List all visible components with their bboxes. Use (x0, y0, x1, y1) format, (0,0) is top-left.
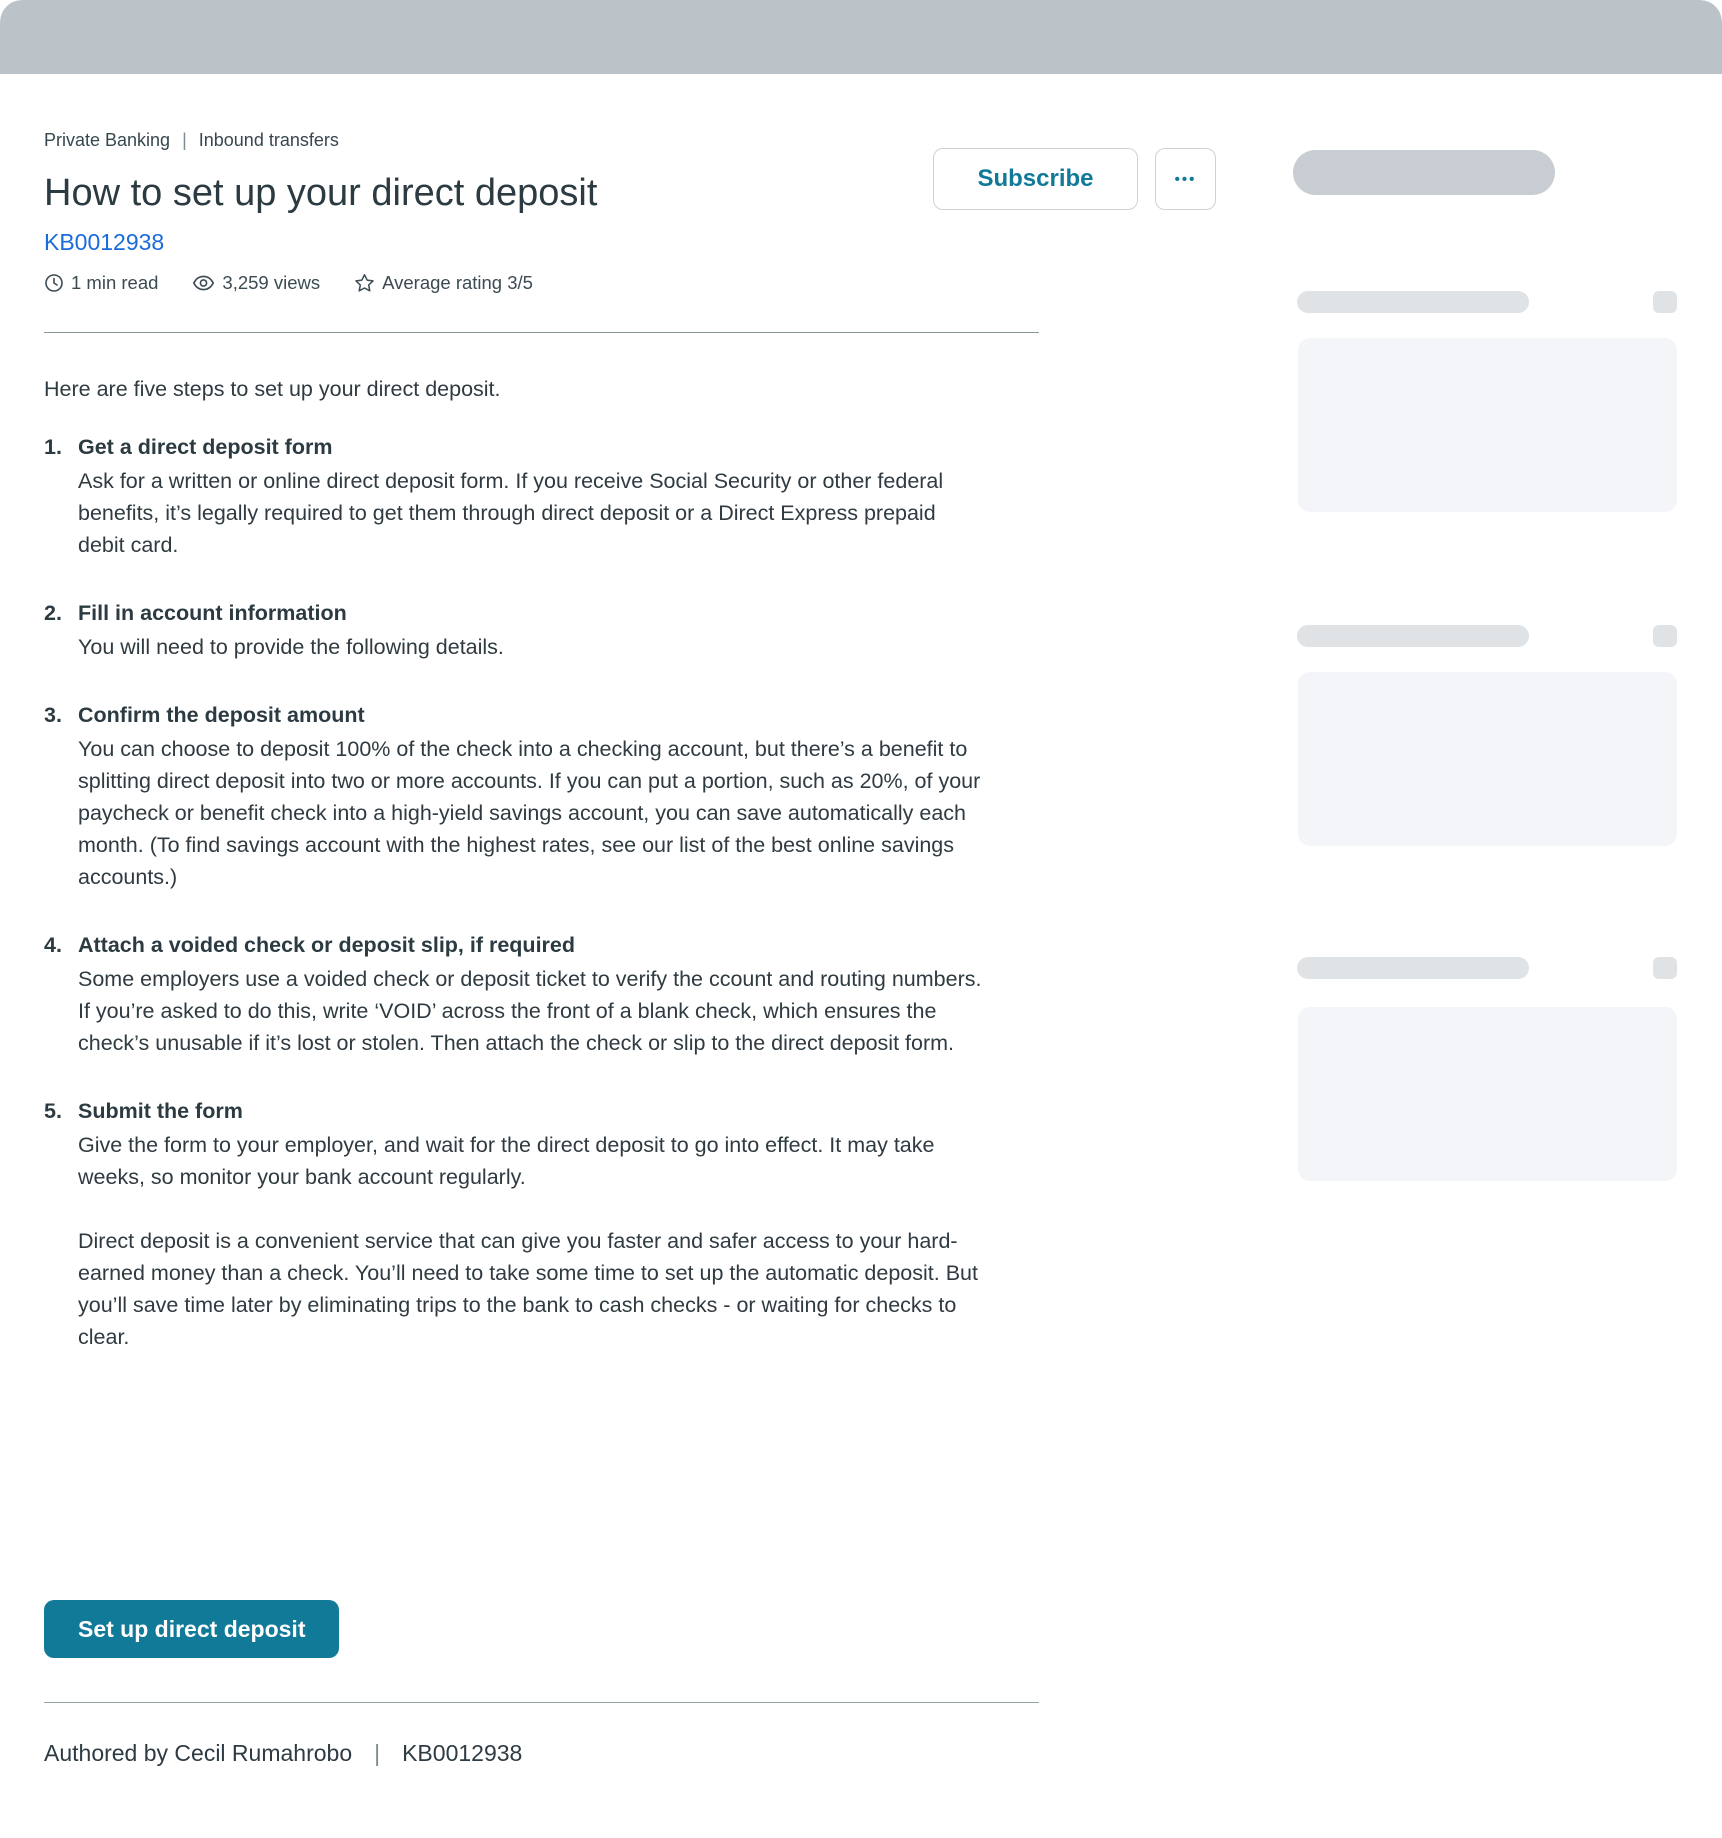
footer-separator: | (374, 1740, 381, 1766)
clock-icon (44, 273, 64, 293)
footer-divider (44, 1702, 1039, 1703)
view-count-label: 3,259 views (222, 272, 321, 293)
skeleton-section-label (1297, 291, 1529, 313)
subscribe-button[interactable]: Subscribe (933, 148, 1138, 210)
more-options-button[interactable]: ••• (1155, 148, 1216, 210)
step-title: Attach a voided check or deposit slip, if required (78, 933, 575, 957)
skeleton-card (1298, 672, 1677, 846)
breadcrumb-item-inbound-transfers[interactable]: Inbound transfers (198, 130, 339, 150)
step-paragraph: You will need to provide the following details. (78, 635, 504, 659)
step-paragraph: Give the form to your employer, and wait for the direct deposit to go into effect. It may take weeks, so monitor your bank account regularly. (78, 1133, 935, 1189)
step-item (44, 699, 1039, 893)
read-time-label: 1 min read (71, 272, 159, 293)
step-number: 4. (44, 933, 62, 957)
step-number: 5. (44, 1099, 62, 1123)
footer-kb-number: KB0012938 (402, 1740, 523, 1766)
step-paragraph: Some employers use a voided check or deposit ticket to verify the ccount and routing numbers. If you’re asked to do this, write ‘VOID’ across the front of a blank check, which ensures the check’s unusable if it’s lost or stolen. Then attach the check or slip to the direct deposit form. (78, 967, 982, 1055)
skeleton-section-action (1653, 291, 1677, 313)
article-meta (44, 272, 1039, 294)
step-item (44, 929, 1039, 1059)
skeleton-card (1298, 1007, 1677, 1181)
step-title: Fill in account information (78, 601, 347, 625)
skeleton-section-label (1297, 625, 1529, 647)
step-title: Confirm the deposit amount (78, 703, 365, 727)
article-footer (44, 1740, 522, 1767)
skeleton-top-pill (1293, 150, 1555, 195)
skeleton-section-label (1297, 957, 1529, 979)
view-count (192, 272, 320, 294)
breadcrumb-item-private-banking[interactable]: Private Banking (44, 130, 171, 150)
set-up-direct-deposit-button[interactable]: Set up direct deposit (44, 1600, 339, 1658)
breadcrumb-separator: | (182, 130, 187, 150)
step-paragraph: Direct deposit is a convenient service that can give you faster and safer access to your hard-earned money than a check. You’ll need to take some time to set up the automatic deposit. But you’ll save time later by eliminating trips to the bank to cash checks - or waiting for checks to clear. (78, 1229, 978, 1349)
average-rating-label: Average rating 3/5 (382, 272, 533, 293)
eye-icon (192, 273, 215, 293)
skeleton-section-action (1653, 625, 1677, 647)
step-number: 3. (44, 703, 62, 727)
average-rating (354, 272, 533, 294)
step-title: Submit the form (78, 1099, 243, 1123)
step-paragraph: Ask for a written or online direct deposit form. If you receive Social Security or other federal benefits, it’s legally required to get them through direct deposit or a Direct Express prepaid debit card. (78, 469, 944, 557)
step-number: 1. (44, 435, 62, 459)
skeleton-card (1298, 338, 1677, 512)
step-number: 2. (44, 601, 62, 625)
authored-by-label: Authored by Cecil Rumahrobo (44, 1740, 353, 1766)
step-item (44, 431, 1039, 561)
article-intro: Here are five steps to set up your direct deposit. (44, 377, 501, 401)
step-title: Get a direct deposit form (78, 435, 333, 459)
kb-number-link[interactable]: KB0012938 (44, 229, 165, 255)
breadcrumb (44, 130, 1039, 151)
skeleton-section-action (1653, 957, 1677, 979)
read-time (44, 272, 158, 294)
steps-list (44, 431, 1039, 1353)
step-item (44, 1095, 1039, 1353)
page-title: How to set up your direct deposit (44, 172, 598, 214)
step-item (44, 597, 1039, 663)
article-main (44, 130, 1039, 1389)
star-icon (354, 273, 375, 293)
browser-top-bar (0, 0, 1722, 74)
header-divider (44, 332, 1039, 333)
step-paragraph: You can choose to deposit 100% of the check into a checking account, but there’s a benefit to splitting direct deposit into two or more accounts. If you can put a portion, such as 20%, of your paycheck or benefit check into a high-yield savings account, you can save automatically each month. (To find savings account with the highest rates, see our list of the best online savings accounts.) (78, 737, 981, 889)
